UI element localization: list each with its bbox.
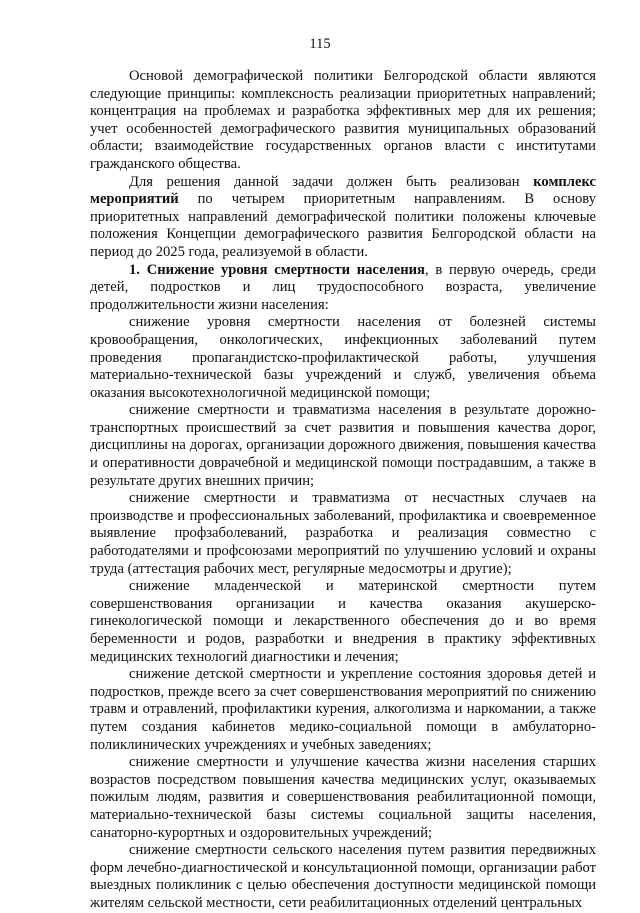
paragraph-text: по четырем приоритетным направлениям. В основу приоритетных направлений демографической политики положены ключевые положения Концепции демографического развития Белгородской области на период до 2025 года, реализуемой в области. <box>90 191 596 260</box>
paragraph-complex-measures <box>90 174 596 262</box>
list-item-road-traffic: снижение смертности и травматизма населения в результате дорожно-транспортных происшествий за счет развития и повышения качества дорог, дисциплины на дорогах, организации дорожного движения, повышения качества и оперативности доврачебной и медицинской помощи пострадавшим, а также в результате других внешних причин; <box>90 402 596 489</box>
section-heading: 1. Снижение уровня смертности населения <box>129 261 425 278</box>
paragraph-principles: Основой демографической политики Белгородской области являются следующие принципы: комплексность реализации приоритетных направлений; концентрация на проблемах и разработка эффективных мер для их решения; учет особенностей демографического развития муниципальных образований области; взаимодействие государственных органов власти с институтами гражданского общества. <box>90 68 596 172</box>
page-number: 115 <box>309 36 331 52</box>
document-body <box>90 68 596 913</box>
paragraph-section-1 <box>90 262 596 315</box>
list-item-cardiovascular: снижение уровня смертности населения от болезней системы кровообращения, онкологических, инфекционных заболеваний путем проведения пропагандистско-профилактической работы, улучшения материально-технической базы учреждений и служб, увеличения объема оказания высокотехнологичной медицинской помощи; <box>90 314 596 401</box>
paragraph-text: Для решения данной задачи должен быть реализован <box>129 173 534 190</box>
list-item-elderly: снижение смертности и улучшение качества жизни населения старших возрастов посредством повышения качества медицинских услуг, оказываемых пожилым людям, развития и совершенствования реабилитационной помощи, материально-технической базы системы социальной защиты населения, санаторно-курортных и оздоровительных учреждений; <box>90 754 596 841</box>
list-item-rural: снижение смертности сельского населения путем развития передвижных форм лечебно-диагностической и консультационной помощи, организации работ выездных поликлиник с целью обеспечения доступности медицинской помощи жителям сельской местности, сети реабилитационных отделений центральных <box>90 842 596 911</box>
list-item-child-mortality: снижение детской смертности и укрепление состояния здоровья детей и подростков, прежде всего за счет совершенствования мероприятий по снижению травм и отравлений, профилактики курения, алкоголизма и наркомании, а также путем создания кабинетов медико-социальной помощи в амбулаторно-поликлинических учреждениях и учебных заведениях; <box>90 666 596 753</box>
list-item-occupational: снижение смертности и травматизма от несчастных случаев на производстве и профессиональных заболеваний, профилактика и своевременное выявление профзаболеваний, разработка и реализация совместно с работодателями и профсоюзами мероприятий по улучшению условий и охраны труда (аттестация рабочих мест, регулярные медосмотры и другие); <box>90 490 596 577</box>
paragraph-text: , в первую очередь, среди детей, подростков и лиц трудоспособного возраста, увеличение продолжительности жизни населения: <box>90 261 596 313</box>
list-item-infant-maternal: снижение младенческой и материнской смертности путем совершенствования организации и качества оказания акушерско-гинекологической помощи и лекарственного обеспечения до и во время беременности и родов, разработки и внедрения в практику эффективных медицинских технологий диагностики и лечения; <box>90 578 596 665</box>
bold-term: комплекс мероприятий <box>90 173 596 208</box>
